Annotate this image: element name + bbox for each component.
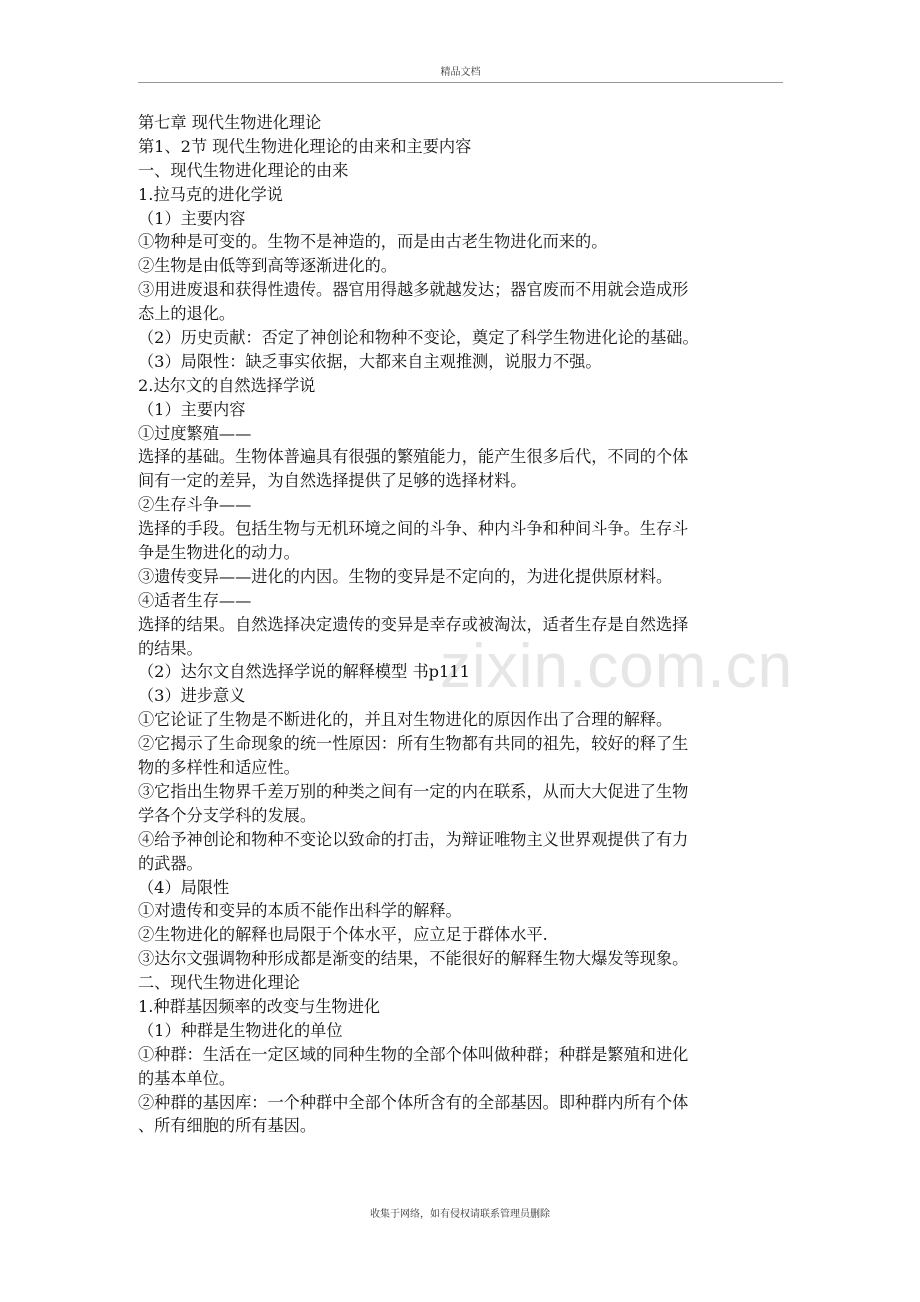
- text-line: 物的多样性和适应性。: [138, 758, 300, 778]
- text-line: 选择的手段。包括生物与无机环境之间的斗争、种内斗争和种间斗争。生存斗: [138, 519, 689, 539]
- text-line: 的武器。: [138, 853, 203, 873]
- text-line: ③达尔文强调物种形成都是渐变的结果，不能很好的解释生物大爆发等现象。: [138, 949, 689, 969]
- text-line: 选择的基础。生物体普遍具有很强的繁殖能力，能产生很多后代，不同的个体: [138, 447, 689, 467]
- text-line: 间有一定的差异，为自然选择提供了足够的选择材料。: [138, 471, 527, 491]
- text-line: ①物种是可变的。生物不是神造的，而是由古老生物进化而来的。: [138, 232, 608, 252]
- text-line: ④给予神创论和物种不变论以致命的打击，为辩证唯物主义世界观提供了有力: [138, 829, 689, 849]
- text-line: 、所有细胞的所有基因。: [138, 1116, 317, 1136]
- text-line: 学各个分支学科的发展。: [138, 805, 317, 825]
- text-line: 第1、2节 现代生物进化理论的由来和主要内容: [138, 136, 472, 156]
- text-line: 的基本单位。: [138, 1068, 236, 1088]
- text-line: ②它揭示了生命现象的统一性原因：所有生物都有共同的祖先，较好的释了生: [138, 734, 689, 754]
- text-line: 二、现代生物进化理论: [138, 973, 300, 993]
- text-line: 2.达尔文的自然选择学说: [138, 375, 316, 395]
- text-line: （4）局限性: [138, 877, 230, 897]
- text-line: 一、现代生物进化理论的由来: [138, 160, 349, 180]
- text-line: （3）进步意义: [138, 686, 246, 706]
- text-line: ①过度繁殖——: [138, 423, 252, 443]
- text-line: ②生存斗争——: [138, 495, 252, 515]
- text-line: 第七章 现代生物进化理论: [138, 113, 322, 132]
- text-line: ②生物进化的解释也局限于个体水平，应立足于群体水平.: [138, 925, 548, 945]
- text-line: 态上的退化。: [138, 304, 236, 324]
- text-line: 1.拉马克的进化学说: [138, 184, 283, 204]
- text-line: ③遗传变异——进化的内因。生物的变异是不定向的，为进化提供原材料。: [138, 566, 673, 586]
- text-line: （2）达尔文自然选择学说的解释模型 书p111: [138, 662, 470, 682]
- text-line: （1）种群是生物进化的单位: [138, 1020, 343, 1040]
- text-line: （1）主要内容: [138, 208, 246, 228]
- text-line: ②种群的基因库：一个种群中全部个体所含有的全部基因。即种群内所有个体: [138, 1092, 689, 1112]
- text-line: ①它论证了生物是不断进化的，并且对生物进化的原因作出了合理的解释。: [138, 710, 673, 730]
- page-footer: 收集于网络，如有侵权请联系管理员删除: [370, 1209, 550, 1220]
- text-line: （2）历史贡献：否定了神创论和物种不变论，奠定了科学生物进化论的基础。: [138, 328, 699, 348]
- text-line: （3）局限性：缺乏事实依据，大都来自主观推测，说服力不强。: [138, 351, 602, 371]
- text-line: 选择的结果。自然选择决定遗传的变异是幸存或被淘汰，适者生存是自然选择: [138, 614, 689, 634]
- text-line: ①种群：生活在一定区域的同种生物的全部个体叫做种群；种群是繁殖和进化: [138, 1044, 689, 1064]
- text-line: 的结果。: [138, 638, 203, 658]
- document-body: [138, 111, 783, 1138]
- text-line: （1）主要内容: [138, 399, 246, 419]
- text-line: ③用进废退和获得性遗传。器官用得越多就越发达；器官废而不用就会造成形: [138, 280, 689, 300]
- text-line: ④适者生存——: [138, 590, 252, 610]
- watermark: zixin.com.cn: [440, 632, 794, 701]
- text-line: 争是生物进化的动力。: [138, 543, 300, 563]
- text-line: ③它指出生物界千差万别的种类之间有一定的内在联系，从而大大促进了生物: [138, 781, 689, 801]
- page-header: 精品文档: [138, 66, 783, 83]
- text-line: ①对遗传和变异的本质不能作出科学的解释。: [138, 901, 462, 921]
- text-line: 1.种群基因频率的改变与生物进化: [138, 996, 381, 1016]
- text-line: ②生物是由低等到高等逐渐进化的。: [138, 256, 397, 276]
